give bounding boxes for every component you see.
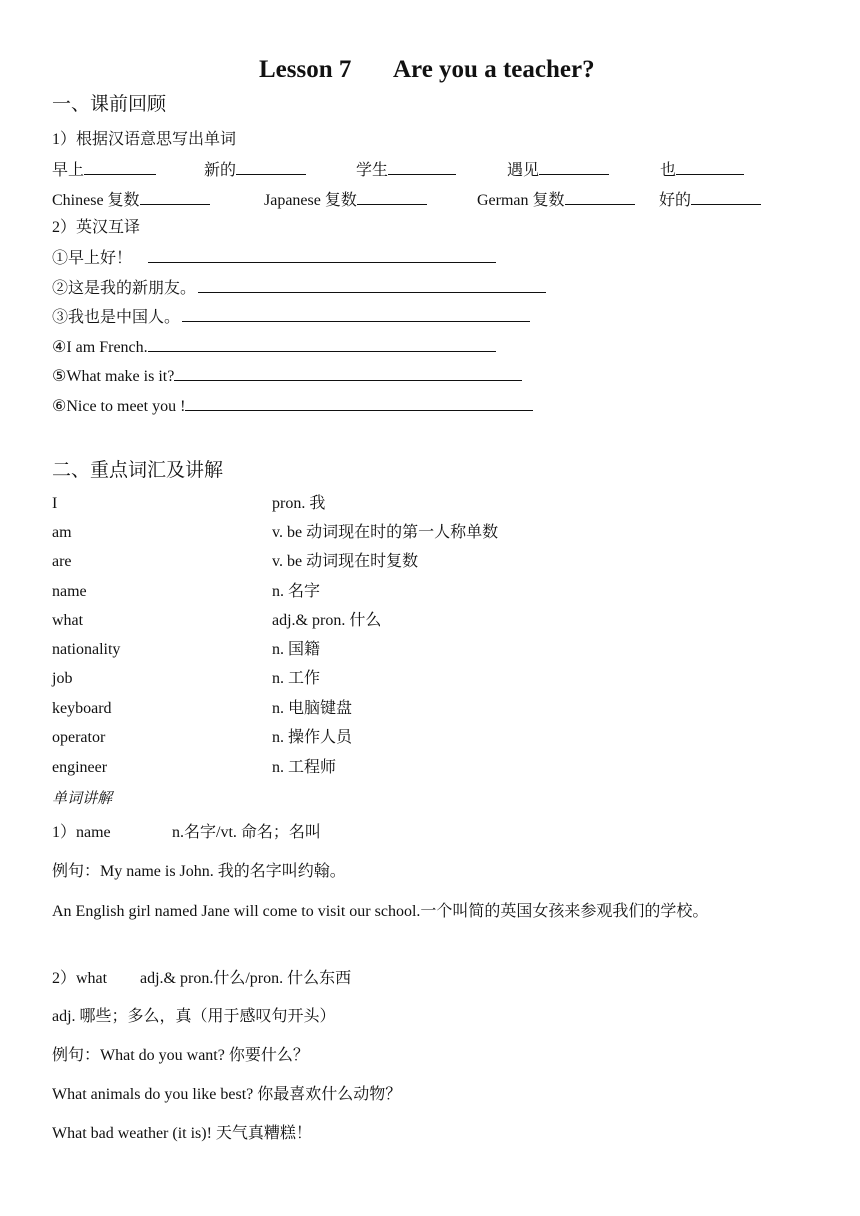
answer-blank[interactable] — [148, 247, 496, 263]
example-sentence: 例句：What do you want? 你要什么？ — [52, 1047, 309, 1064]
vocab-word: are — [52, 553, 72, 570]
answer-blank[interactable] — [140, 189, 210, 205]
vocab-meaning: n. 电脑键盘 — [272, 700, 353, 717]
explain-definition: n.名字/vt. 命名；名叫 — [172, 824, 321, 841]
answer-blank[interactable] — [198, 277, 546, 293]
vocab-word: operator — [52, 729, 106, 746]
vocab-meaning: v. be 动词现在时复数 — [272, 553, 419, 570]
fill-item-label: 学生 — [356, 162, 389, 179]
translation-text: ⑥Nice to meet you ! — [52, 398, 186, 415]
translation-text: ④I am French. — [52, 339, 148, 356]
vocab-word: job — [52, 670, 73, 687]
vocab-meaning: pron. 我 — [272, 495, 326, 512]
fill-item-label: 好的 — [659, 192, 692, 209]
section1-heading: 一、课前回顾 — [52, 94, 167, 115]
vocab-word: keyboard — [52, 700, 112, 717]
answer-blank[interactable] — [565, 189, 635, 205]
translation-text: ③我也是中国人。 — [52, 309, 181, 326]
vocab-word: am — [52, 524, 72, 541]
lesson-title: Are you a teacher? — [393, 56, 595, 83]
example-sentence: What animals do you like best? 你最喜欢什么动物？ — [52, 1086, 402, 1103]
vocab-word: I — [52, 495, 58, 512]
answer-blank[interactable] — [357, 189, 427, 205]
translation-item — [52, 277, 546, 299]
answer-blank[interactable] — [174, 365, 522, 381]
answer-blank[interactable] — [676, 159, 744, 175]
fill-item-label: Chinese 复数 — [52, 192, 140, 209]
answer-blank[interactable] — [539, 159, 609, 175]
translation-text: ⑤What make is it? — [52, 368, 175, 385]
vocab-meaning: n. 工程师 — [272, 759, 337, 776]
example-sentence: What bad weather (it is)! 天气真糟糕！ — [52, 1125, 312, 1142]
translation-item — [52, 395, 533, 417]
answer-blank[interactable] — [236, 159, 306, 175]
answer-blank[interactable] — [691, 189, 761, 205]
explain-definition: adj.& pron.什么/pron. 什么东西 — [140, 970, 352, 987]
fill-item-label: 新的 — [204, 162, 237, 179]
vocab-word: engineer — [52, 759, 108, 776]
vocab-word: nationality — [52, 641, 121, 658]
translation-text: ②这是我的新朋友。 — [52, 280, 197, 297]
fill-item — [356, 159, 456, 181]
fill-item — [52, 189, 210, 211]
example-sentence: 例句：My name is John. 我的名字叫约翰。 — [52, 863, 346, 880]
translation-item — [52, 306, 530, 328]
fill-item-label: 也 — [660, 162, 677, 179]
fill-item-label: 遇见 — [507, 162, 540, 179]
fill-item — [264, 189, 427, 211]
explain-word: 2）what — [52, 970, 108, 987]
translation-item — [52, 336, 496, 358]
fill-item — [660, 159, 744, 181]
answer-blank[interactable] — [148, 336, 496, 352]
fill-item-label: 早上 — [52, 162, 85, 179]
fill-item-label: Japanese 复数 — [264, 192, 357, 209]
example-sentence: An English girl named Jane will come to visit our school.一个叫简的英国女孩来参观我们的学校。 — [52, 903, 709, 920]
explain-word: 1）name — [52, 824, 111, 841]
vocab-meaning: adj.& pron. 什么 — [272, 612, 382, 629]
vocab-word: name — [52, 583, 87, 600]
vocab-meaning: v. be 动词现在时的第一人称单数 — [272, 524, 499, 541]
part2-heading: 2）英汉互译 — [52, 219, 141, 236]
fill-item — [477, 189, 635, 211]
fill-item — [52, 159, 156, 181]
translation-item — [52, 247, 496, 269]
answer-blank[interactable] — [84, 159, 156, 175]
answer-blank[interactable] — [185, 395, 533, 411]
section2-heading: 二、重点词汇及讲解 — [52, 460, 224, 481]
fill-item — [507, 159, 609, 181]
fill-item — [204, 159, 306, 181]
vocab-meaning: n. 工作 — [272, 670, 321, 687]
translation-text: ①早上好！ — [52, 250, 133, 267]
answer-blank[interactable] — [388, 159, 456, 175]
vocab-word: what — [52, 612, 84, 629]
vocab-meaning: n. 国籍 — [272, 641, 321, 658]
explain-heading: 单词讲解 — [52, 791, 113, 807]
explain-definition: adj. 哪些；多么，真（用于感叹句开头） — [52, 1008, 336, 1025]
vocab-meaning: n. 操作人员 — [272, 729, 353, 746]
answer-blank[interactable] — [182, 306, 530, 322]
fill-item-label: German 复数 — [477, 192, 565, 209]
fill-item — [659, 189, 761, 211]
translation-item — [52, 365, 522, 387]
part1-heading: 1）根据汉语意思写出单词 — [52, 131, 237, 148]
vocab-meaning: n. 名字 — [272, 583, 321, 600]
lesson-number: Lesson 7 — [259, 56, 352, 83]
